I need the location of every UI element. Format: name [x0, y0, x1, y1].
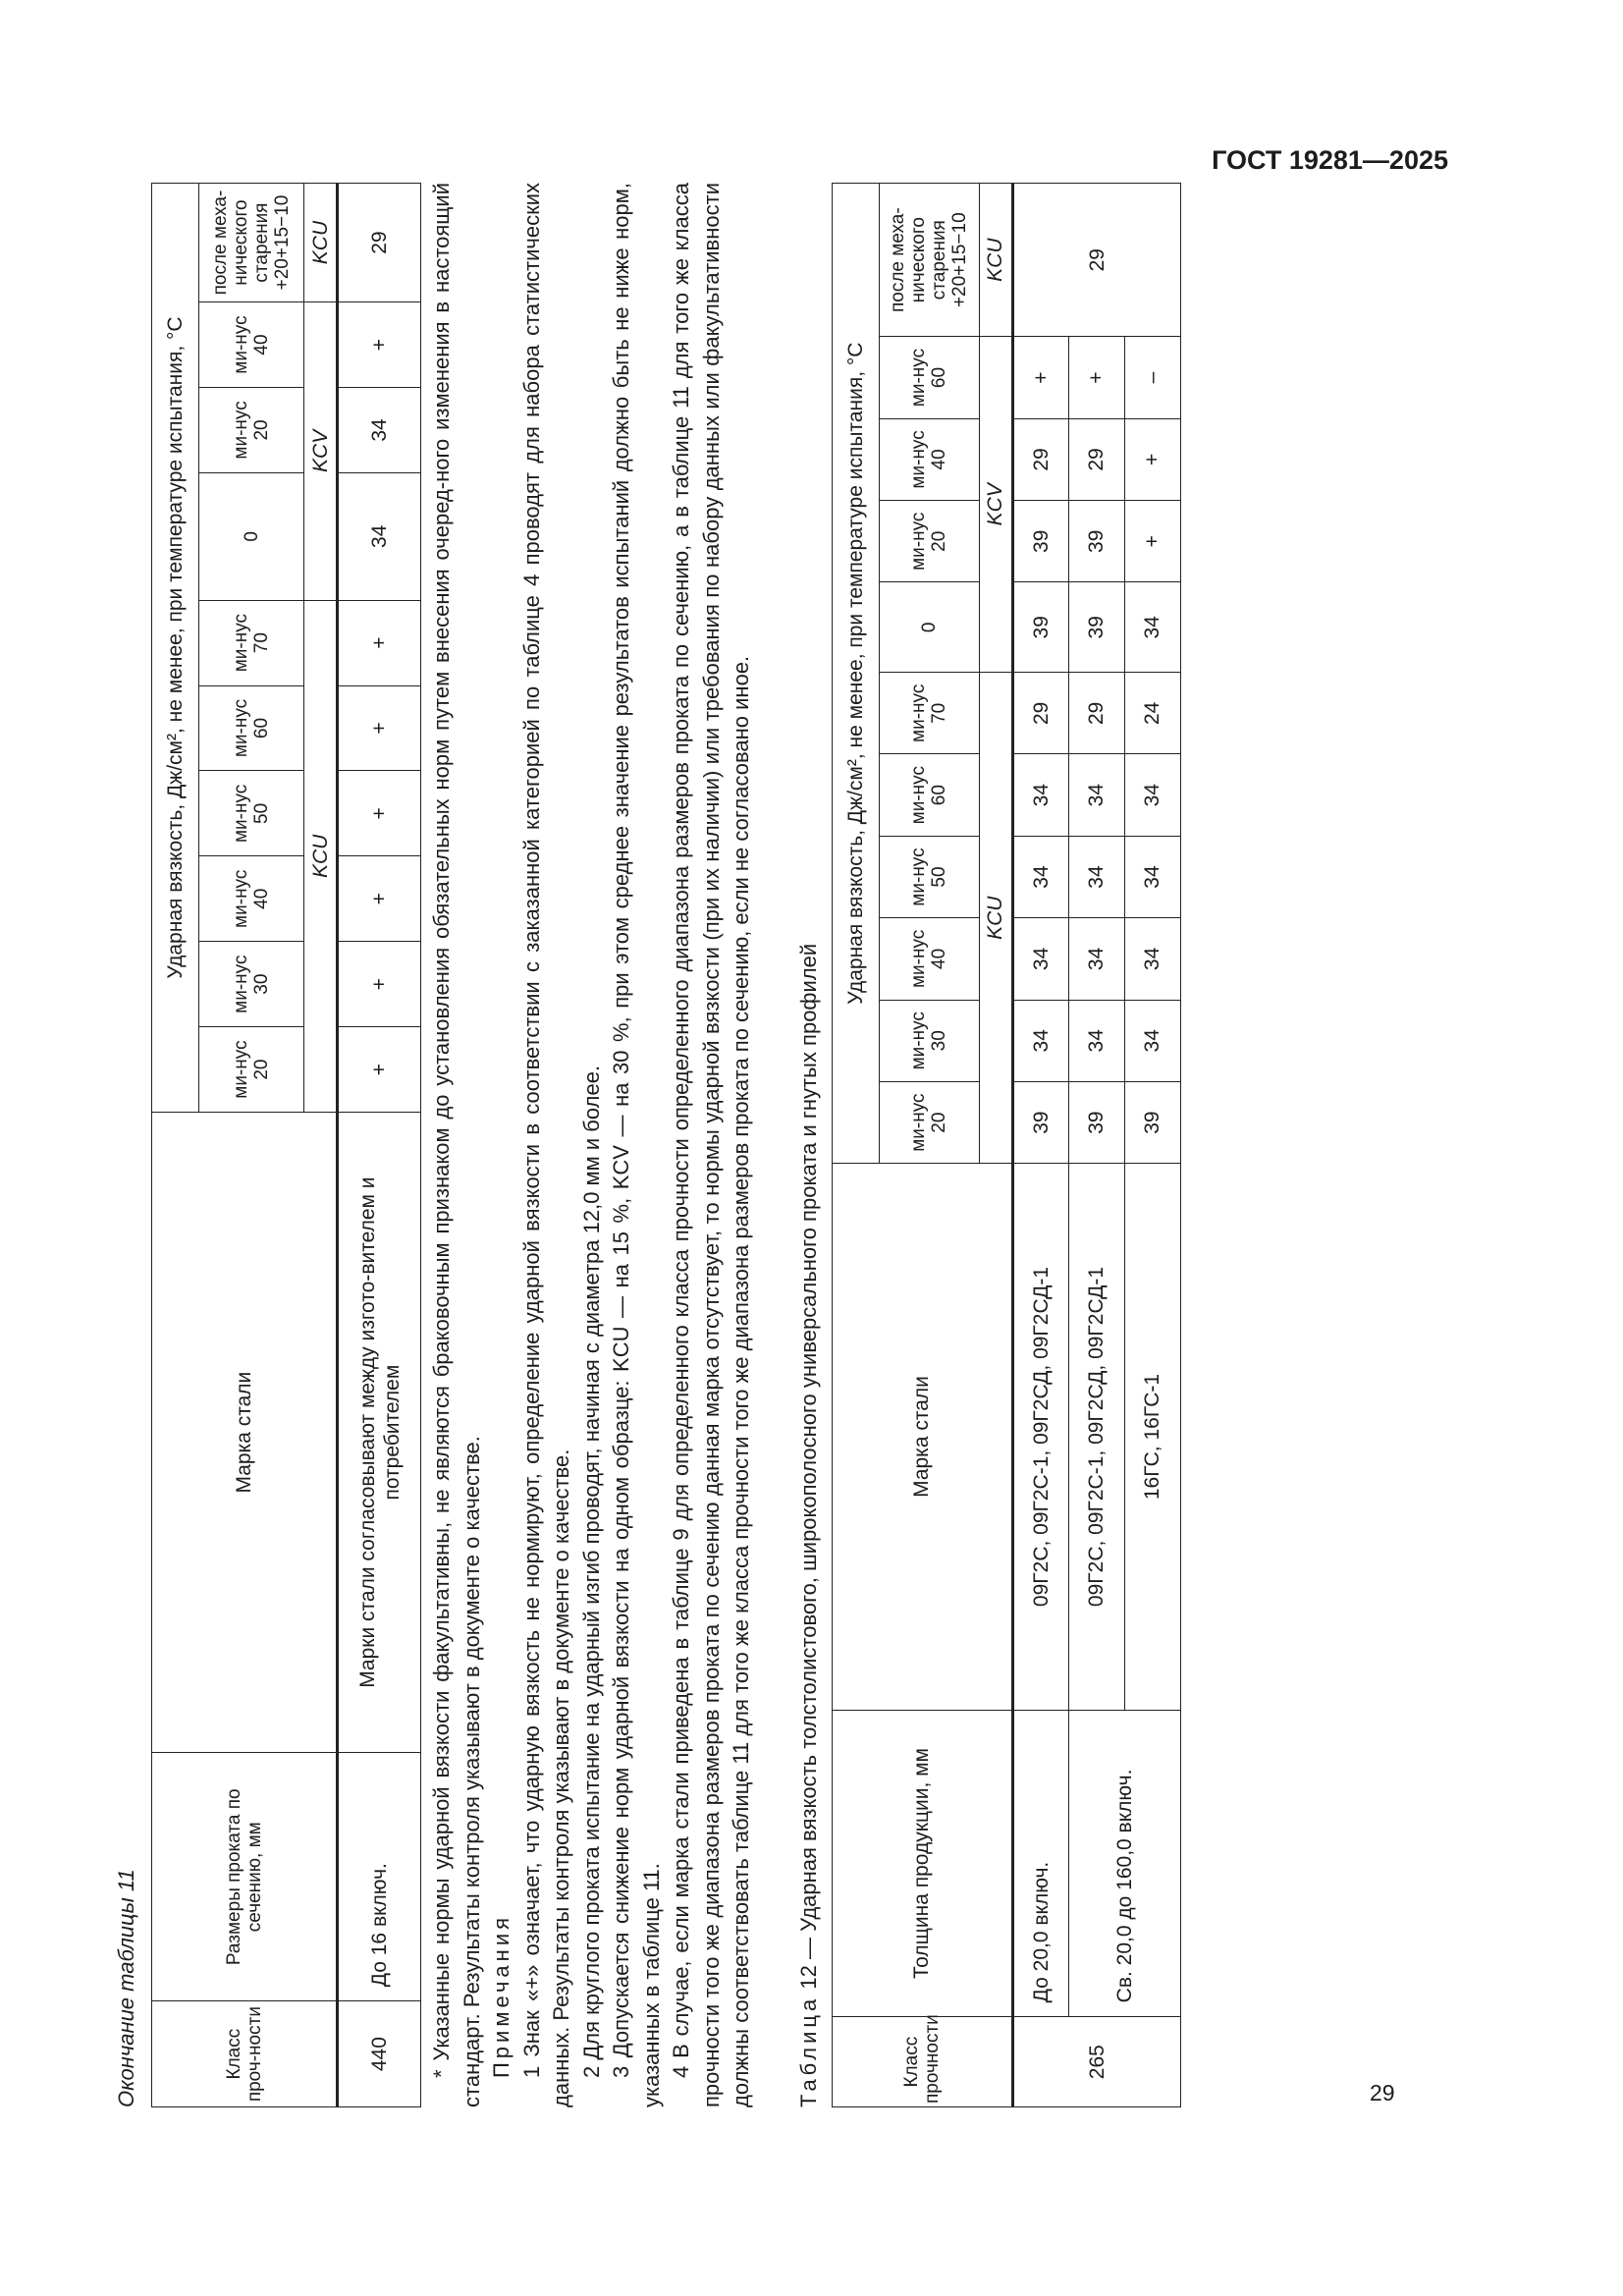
t11-temp: ми-нус 60: [199, 685, 304, 771]
t12-col-grade: Марка стали: [832, 1164, 1012, 1710]
t12-col-thickness: Толщина продукции, мм: [832, 1710, 1012, 2017]
t11-col-sizes: Размеры проката по сечению, мм: [152, 1753, 338, 2001]
t12-value: 29: [1012, 418, 1068, 500]
t12-value: 34: [1068, 836, 1124, 917]
t11-value: +: [338, 771, 421, 856]
t11-temp: ми-нус 40: [199, 856, 304, 942]
t11-col-class: Класс проч-ности: [152, 2001, 338, 2107]
t11-value: 34: [338, 472, 421, 600]
table12-caption-label: Таблица: [795, 1995, 821, 2107]
t11-value: +: [338, 600, 421, 685]
t11-row-size: До 16 включ.: [338, 1753, 421, 2001]
t11-value: +: [338, 942, 421, 1027]
t12-row-grade: 16ГС, 16ГС-1: [1124, 1164, 1180, 1710]
t12-value: 34: [1124, 918, 1180, 1000]
note-item: 4 В случае, если марка стали приведена в таблице 9 для определенного класса прочности определенного диапазона размеров проката по сечению, а в таблице 11 для того же класса прочности того же диапазона размеров проката по сечению данная марка отсутствует, то нормы ударной вязкости (при их наличии) или требования по набору данных или факультативности должны соответствовать таблице 11 для того же класса прочности того же диапазона размеров проката по сечению, если не согласовано иное.: [669, 183, 753, 2107]
t12-value: 39: [1068, 1081, 1124, 1163]
t12-kcu-aging: KCU: [979, 184, 1012, 337]
t11-temp: ми-нус 30: [199, 942, 304, 1027]
t12-temp: ми-нус 20: [879, 1081, 979, 1163]
t12-value: +: [1124, 501, 1180, 582]
t12-value: 34: [1124, 582, 1180, 673]
t11-value: 29: [338, 184, 421, 302]
t12-value: –: [1124, 337, 1180, 418]
t12-temp: ми-нус 70: [879, 673, 979, 754]
t11-value: +: [338, 856, 421, 942]
t12-value: 34: [1012, 754, 1068, 836]
t12-value: 34: [1012, 1000, 1068, 1081]
t12-value: 39: [1012, 1081, 1068, 1163]
t12-temp: ми-нус 60: [879, 754, 979, 836]
t12-value: 39: [1012, 501, 1068, 582]
t12-value: 34: [1068, 918, 1124, 1000]
t12-temp: ми-нус 40: [879, 418, 979, 500]
t12-aging-value: 29: [1012, 184, 1180, 337]
t11-temp: ми-нус 70: [199, 600, 304, 685]
table11-notes: [427, 183, 757, 2107]
t12-kcv: KCV: [979, 337, 1012, 673]
t12-value: 34: [1124, 754, 1180, 836]
t12-aging: после меха-нического старения +20+15−10: [879, 184, 979, 337]
t11-kcv: KCV: [304, 302, 338, 601]
note-item: 1 Знак «+» означает, что ударную вязкость не нормируют, определение ударной вязкости в соответствии с заказанной категорией по таблице 4 проводят для набора статистических данных. Результаты контроля указывают в документе о качестве.: [518, 183, 573, 2107]
t11-temp: ми-нус 20: [199, 388, 304, 473]
t11-col-grade: Марка стали: [152, 1113, 338, 1753]
t12-value: 39: [1068, 582, 1124, 673]
note-item: 2 Для круглого проката испытание на ударный изгиб проводят, начиная с диаметра 12,0 мм и более.: [578, 1065, 604, 2078]
page-number: 29: [1370, 2080, 1395, 2105]
t12-value: 29: [1068, 418, 1124, 500]
t12-value: 39: [1124, 1081, 1180, 1163]
t11-value: +: [338, 302, 421, 388]
t11-aging: после меха-нического старения +20+15−10: [199, 184, 304, 302]
t12-impact-header: Ударная вязкость, Дж/см², не менее, при температуре испытания, °С: [832, 184, 879, 1164]
t12-row-thickness: До 20,0 включ.: [1012, 1710, 1068, 2017]
t12-value: 29: [1012, 673, 1068, 754]
t12-row-thickness: Св. 20,0 до 160,0 включ.: [1068, 1710, 1180, 2017]
t12-col-class: Класс прочности: [832, 2017, 1012, 2107]
t12-value: 34: [1068, 1000, 1124, 1081]
t12-class-value: 265: [1012, 2017, 1180, 2107]
t12-value: +: [1068, 337, 1124, 418]
table11-caption: Окончание таблицы 11: [114, 1869, 138, 2107]
t11-kcu-aging: KCU: [304, 184, 338, 302]
t11-row-grade: Марки стали согласовывают между изгото-вителем и потребителем: [338, 1113, 421, 1753]
table11-block: [112, 183, 1181, 2107]
t11-impact-header: Ударная вязкость, Дж/см², не менее, при температуре испытания, °С: [152, 184, 199, 1113]
t12-value: 29: [1068, 673, 1124, 754]
t12-row-grade: 09Г2С, 09Г2С-1, 09Г2СД, 09Г2СД-1: [1012, 1164, 1068, 1710]
t12-temp: ми-нус 20: [879, 501, 979, 582]
t12-value: 34: [1012, 836, 1068, 917]
table12: [832, 183, 1181, 2107]
table12-caption: [794, 183, 824, 2107]
t12-value: 34: [1124, 836, 1180, 917]
document-header: ГОСТ 19281—2025: [1212, 145, 1448, 175]
notes-title: Примечания: [489, 1913, 514, 2078]
note-item: 3 Допускается снижение норм ударной вязкости на одном образце: KCU — на 15 %, KCV — на 30 %, при этом среднее значение результатов испытаний должно быть не ниже норм, указанных в таблице 11.: [609, 183, 664, 2107]
t11-temp: 0: [199, 472, 304, 600]
t12-value: 34: [1068, 754, 1124, 836]
t12-value: 39: [1012, 582, 1068, 673]
t12-temp: 0: [879, 582, 979, 673]
t11-temp: ми-нус 20: [199, 1027, 304, 1113]
t11-kcu: KCU: [304, 600, 338, 1112]
t11-temp: ми-нус 50: [199, 771, 304, 856]
table12-caption-text: 12 — Ударная вязкость толстолистового, широкополосного универсального проката и гнутых профилей: [795, 943, 821, 1990]
t11-value: 34: [338, 388, 421, 473]
t12-value: +: [1012, 337, 1068, 418]
t12-temp: ми-нус 30: [879, 1000, 979, 1081]
t11-temp: ми-нус 40: [199, 302, 304, 388]
t11-value: +: [338, 1027, 421, 1113]
t12-value: 34: [1012, 918, 1068, 1000]
t12-temp: ми-нус 60: [879, 337, 979, 418]
t12-kcu: KCU: [979, 673, 1012, 1164]
rotated-page-content: [112, 124, 1181, 2107]
t12-value: 34: [1124, 1000, 1180, 1081]
table11: [151, 183, 421, 2107]
t12-temp: ми-нус 50: [879, 836, 979, 917]
t12-temp: ми-нус 40: [879, 918, 979, 1000]
t12-value: 24: [1124, 673, 1180, 754]
t12-row-grade: 09Г2С, 09Г2С-1, 09Г2СД, 09Г2СД-1: [1068, 1164, 1124, 1710]
t11-row-class: 440: [338, 2001, 421, 2107]
t12-value: +: [1124, 418, 1180, 500]
t11-value: +: [338, 685, 421, 771]
t12-value: 39: [1068, 501, 1124, 582]
footnote: * Указанные нормы ударной вязкости факультативны, не являются браковочным признаком до установления обязательных норм путем внесения очеред-ного изменения в настоящий стандарт. Результаты контроля указывают в документе о качестве.: [429, 183, 484, 2107]
